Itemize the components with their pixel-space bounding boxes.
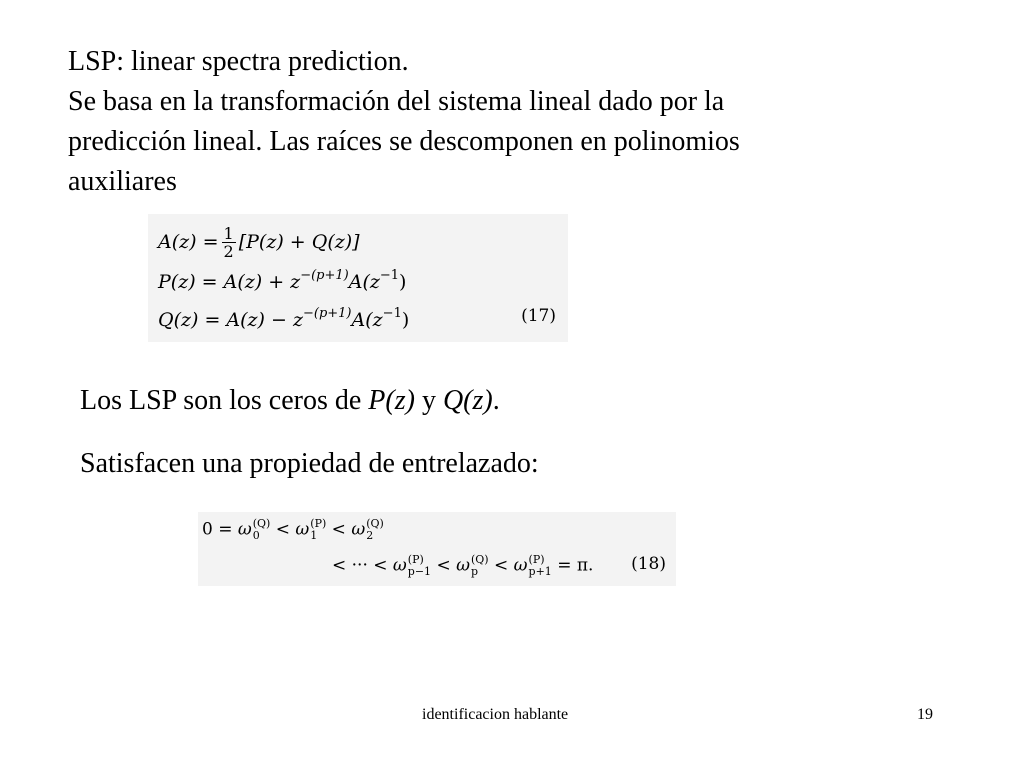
equation-18-line-1: 0 = ω (Q) 0 < ω (P) 1 < ω (Q) 2 xyxy=(202,517,384,542)
equation-17-row-p: $P(z) = A(z) + z^{-(p+1)}A(z^{-1})$ xyxy=(158,268,407,293)
footer-title: identificacion hablante xyxy=(422,706,569,723)
intro-line-4: auxiliares xyxy=(68,166,177,197)
equation-17-row-q: $Q(z) = A(z) - z^{-(p+1)}A(z^{-1})$ xyxy=(158,306,410,331)
lsp-zeros-paragraph: Los LSP son los ceros de P(z) y Q(z). xyxy=(80,385,500,416)
equation-17-number: (17) xyxy=(521,306,556,326)
equation-17-row-a: A(z) = $\frac{1}{2}$ [P(z) + Q(z)] xyxy=(158,223,360,261)
intro-line-1: LSP: linear spectra prediction. xyxy=(68,46,409,77)
equation-18-line-2: < ··· < ω (P) p−1 < ω (Q) p < ω (P) p+1 = π. xyxy=(332,553,594,578)
equation-17-image xyxy=(148,214,568,342)
intro-line-3: predicción lineal. Las raíces se descomponen en polinomios xyxy=(68,126,740,157)
fraction-one-half: $\frac{1}{2}$ xyxy=(223,223,234,261)
equation-18-image xyxy=(198,512,676,586)
page-number: 19 xyxy=(917,706,933,723)
intro-line-2: Se basa en la transformación del sistema lineal dado por la xyxy=(68,86,725,117)
intro-text xyxy=(68,42,968,202)
equation-18-number: (18) xyxy=(631,554,666,574)
interlacing-paragraph: Satisfacen una propiedad de entrelazado: xyxy=(80,448,539,479)
